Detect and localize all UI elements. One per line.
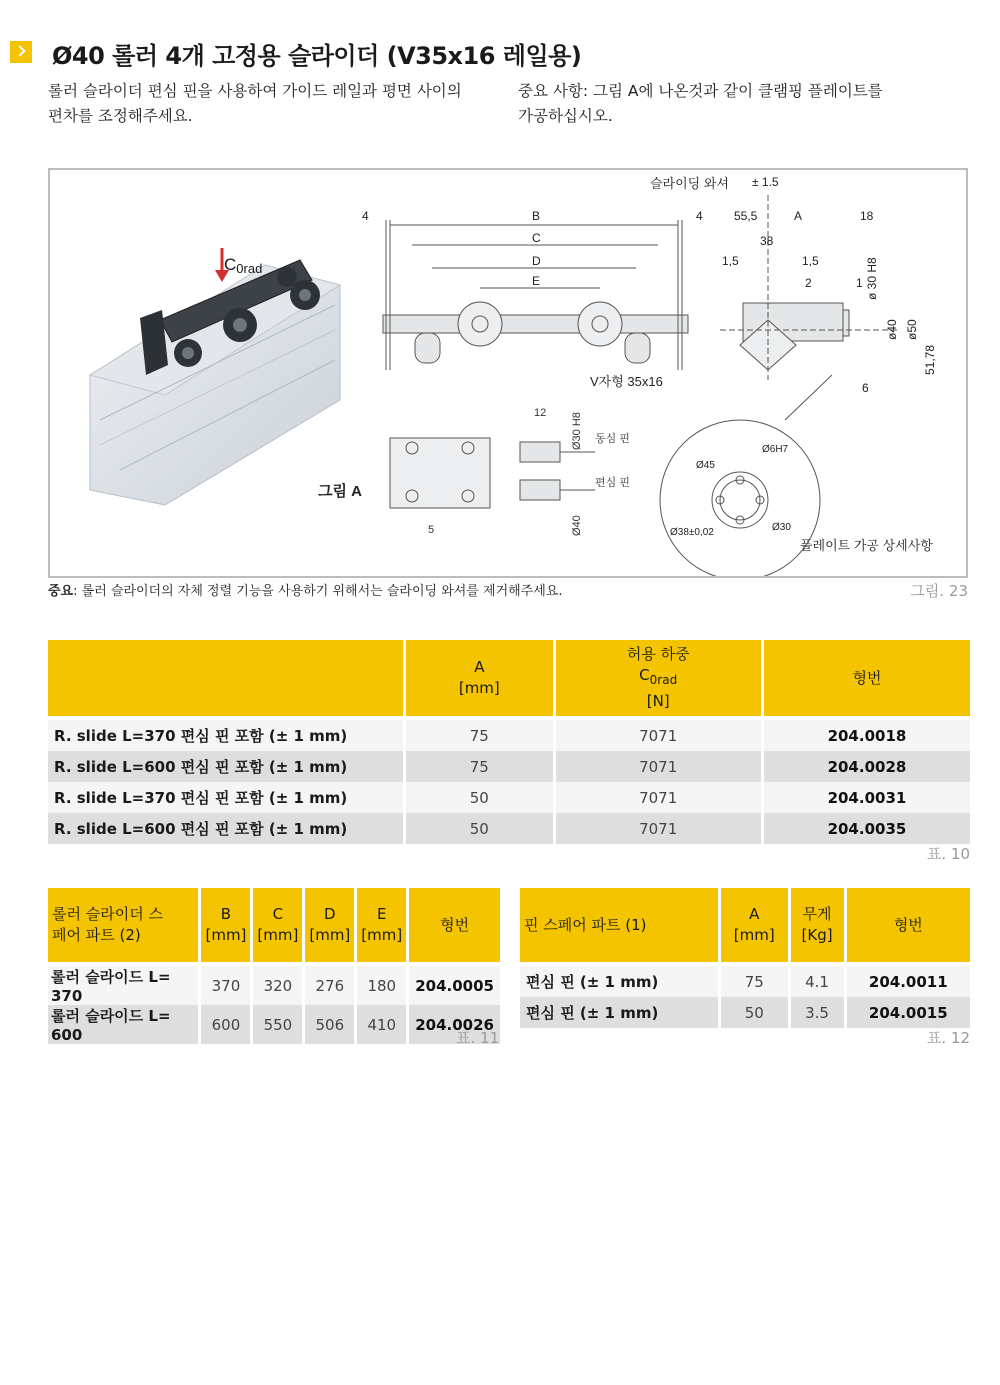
dim-40: ø40 xyxy=(885,319,899,340)
dim-6h7: Ø6H7 xyxy=(762,444,789,455)
t10-header-a: A [mm] xyxy=(406,640,552,720)
intro-right-line-2: 가공하십시오. xyxy=(518,107,613,125)
dim-pm15: ± 1.5 xyxy=(752,175,779,189)
intro-left xyxy=(48,79,462,129)
t10-header-load: 허용 하중 $C_{0rad}$ [N] xyxy=(556,640,761,720)
dim-30-h8: ø 30 H8 xyxy=(865,257,879,300)
chevron-right-icon xyxy=(10,41,32,63)
dim-30-h8-fig-a: Ø30 H8 xyxy=(571,412,583,450)
dim-d: D xyxy=(532,254,541,268)
dim-38: 38 xyxy=(760,234,774,248)
dim-45: Ø45 xyxy=(696,460,715,471)
t10-header-desc xyxy=(48,640,403,720)
t11-header-c: C [mm] xyxy=(253,888,302,966)
dim-4-right: 4 xyxy=(696,209,703,223)
table-row: R. slide L=600 편심 핀 포함 (± 1 mm) 50 7071 204.0035 xyxy=(48,813,970,844)
dim-5: 5 xyxy=(428,524,435,536)
table-row: 롤러 슬라이드 L= 370 370 320 276 180 204.0005 xyxy=(48,966,500,1005)
note-text: : 롤러 슬라이더의 자체 정렬 기능을 사용하기 위해서는 슬라이딩 와셔를 제거해주세요. xyxy=(73,584,563,599)
concentric-pin-label: 동심 핀 xyxy=(595,433,630,445)
t11-header-code: 형번 xyxy=(409,888,500,966)
dim-c: C xyxy=(532,231,541,245)
t11-header-e: E [mm] xyxy=(357,888,406,966)
dim-1-5-right: 1,5 xyxy=(802,254,819,268)
dim-18: 18 xyxy=(860,209,874,223)
table-row: 롤러 슬라이드 L= 600 600 550 506 410 204.0026 xyxy=(48,1005,500,1044)
plate-detail-label: 플레이트 가공 상세사항 xyxy=(800,538,933,553)
dim-b: B xyxy=(532,209,541,223)
table-12 xyxy=(517,888,973,1028)
t11-header-b: B [mm] xyxy=(201,888,250,966)
page-title: Ø40 롤러 4개 고정용 슬라이더 (V35x16 레일용) xyxy=(52,42,582,70)
eccentric-pin-label: 편심 핀 xyxy=(595,477,630,489)
dim-e: E xyxy=(532,274,541,288)
important-note xyxy=(48,580,563,599)
rail-label: V자형 35x16 xyxy=(590,374,663,389)
dim-55-5: 55,5 xyxy=(734,209,758,223)
intro-right xyxy=(518,79,883,129)
dim-12: 12 xyxy=(534,407,547,419)
table-row: 편심 핀 (± 1 mm) 75 4.1 204.0011 xyxy=(520,966,970,997)
intro-left-line-2: 편차를 조정해주세요. xyxy=(48,107,193,125)
table-11-caption: 표. 11 xyxy=(456,1029,500,1047)
table-row: R. slide L=370 편심 핀 포함 (± 1 mm) 50 7071 204.0031 xyxy=(48,782,970,813)
t12-header-weight: 무게 [Kg] xyxy=(791,888,844,966)
table-row: R. slide L=600 편심 핀 포함 (± 1 mm) 75 7071 204.0028 xyxy=(48,751,970,782)
dim-6: 6 xyxy=(862,381,869,395)
table-row: 편심 핀 (± 1 mm) 50 3.5 204.0015 xyxy=(520,997,970,1028)
product-illustration xyxy=(90,260,340,505)
table-row: R. slide L=370 편심 핀 포함 (± 1 mm) 75 7071 204.0018 xyxy=(48,720,970,751)
t11-header-d: D [mm] xyxy=(305,888,354,966)
figure-a-label: 그림 A xyxy=(318,483,362,500)
dim-30: Ø30 xyxy=(772,522,791,533)
table-10 xyxy=(45,640,973,844)
dim-38-tol: Ø38±0,02 xyxy=(670,527,714,538)
figure-caption: 그림. 23 xyxy=(910,582,968,600)
dim-51-78: 51,78 xyxy=(923,344,937,375)
dim-1-5-left: 1,5 xyxy=(722,254,739,268)
table-12-caption: 표. 12 xyxy=(926,1029,970,1047)
callout-2: 2 xyxy=(805,276,812,290)
dim-50: ø50 xyxy=(905,319,919,340)
table-10-caption: 표. 10 xyxy=(926,845,970,863)
washer-label: 슬라이딩 와셔 xyxy=(650,176,729,191)
dim-a: A xyxy=(794,209,803,223)
t12-header-a: A [mm] xyxy=(721,888,788,966)
intro-right-line-1: 중요 사항: 그림 A에 나온것과 같이 클램핑 플레이트를 xyxy=(518,82,883,100)
t10-header-code: 형번 xyxy=(764,640,970,720)
figure-a-drawing xyxy=(390,438,595,508)
dim-4-left: 4 xyxy=(362,209,369,223)
table-11 xyxy=(45,888,503,1044)
callout-1: 1 xyxy=(856,276,863,290)
c0rad-label: C0rad xyxy=(224,255,263,276)
figure-box xyxy=(48,168,968,578)
dim-40-fig-a: Ø40 xyxy=(571,515,583,536)
t12-header-code: 형번 xyxy=(847,888,970,966)
t11-header-desc: 롤러 슬라이더 스 페어 파트 (2) xyxy=(48,888,198,966)
intro-left-line-1: 롤러 슬라이더 편심 핀을 사용하여 가이드 레일과 평면 사이의 xyxy=(48,82,462,100)
technical-drawing xyxy=(50,170,966,576)
note-bold: 중요 xyxy=(48,584,74,599)
t12-header-desc: 핀 스페어 파트 (1) xyxy=(520,888,718,966)
